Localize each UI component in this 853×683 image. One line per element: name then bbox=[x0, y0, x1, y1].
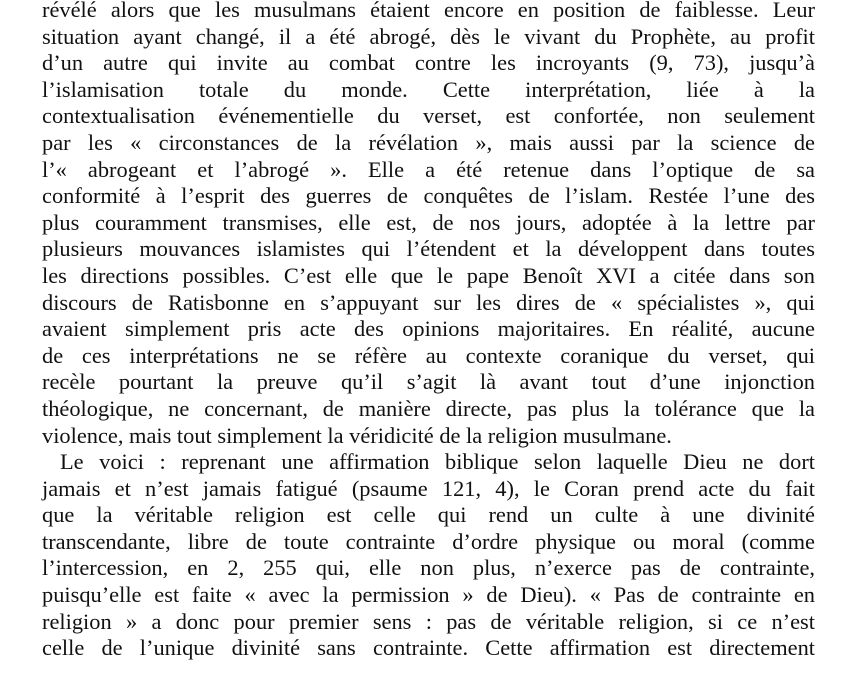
text-line: que la véritable religion est celle qui rend un culte à une divinité bbox=[42, 502, 815, 528]
text-line: conformité à l’esprit des guerres de conquêtes de l’islam. Restée l’une des bbox=[42, 183, 815, 209]
text-line: l’« abrogeant et l’abrogé ». Elle a été retenue dans l’optique de sa bbox=[42, 156, 815, 182]
paragraph bbox=[42, 0, 815, 449]
text-line: l’intercession, en 2, 255 qui, elle non plus, n’exerce pas de contrainte, bbox=[42, 555, 815, 581]
text-line: discours de Ratisbonne en s’appuyant sur les dires de « spécialistes », qui bbox=[42, 289, 815, 315]
text-line: Le voici : reprenant une affirmation biblique selon laquelle Dieu ne dort bbox=[60, 449, 815, 475]
text-line: celle de l’unique divinité sans contrainte. Cette affirmation est directement bbox=[42, 635, 815, 661]
text-line: plusieurs mouvances islamistes qui l’étendent et la développent dans toutes bbox=[42, 236, 815, 262]
text-line: théologique, ne concernant, de manière directe, pas plus la tolérance que la bbox=[42, 395, 815, 421]
text-line: violence, mais tout simplement la véridicité de la religion musulmane. bbox=[42, 422, 672, 448]
text-line: de ces interprétations ne se réfère au contexte coranique du verset, qui bbox=[42, 342, 815, 368]
text-line: transcendante, libre de toute contrainte d’ordre physique ou moral (comme bbox=[42, 528, 815, 554]
text-line: contextualisation événementielle du verset, est confortée, non seulement bbox=[42, 103, 815, 129]
text-line: révélé alors que les musulmans étaient encore en position de faiblesse. Leur bbox=[42, 0, 815, 22]
text-line: d’un autre qui invite au combat contre les incroyants (9, 73), jusqu’à bbox=[42, 50, 815, 76]
text-line: jamais et n’est jamais fatigué (psaume 121, 4), le Coran prend acte du fait bbox=[42, 475, 815, 501]
text-line: avaient simplement pris acte des opinions majoritaires. En réalité, aucune bbox=[42, 316, 815, 342]
text-line: par les « circonstances de la révélation », mais aussi par la science de bbox=[42, 129, 815, 155]
text-line: les directions possibles. C’est elle que le pape Benoît XVI a citée dans son bbox=[42, 262, 815, 288]
text-line: puisqu’elle est faite « avec la permission » de Dieu). « Pas de contrainte en bbox=[42, 582, 815, 608]
document-page bbox=[42, 0, 815, 662]
text-line: l’islamisation totale du monde. Cette interprétation, liée à la bbox=[42, 76, 815, 102]
text-line: recèle pourtant la preuve qu’il s’agit là avant tout d’une injonction bbox=[42, 369, 815, 395]
text-line: religion » a donc pour premier sens : pas de véritable religion, si ce n’est bbox=[42, 608, 815, 634]
paragraph bbox=[42, 449, 815, 662]
text-line: plus couramment transmises, elle est, de nos jours, adoptée à la lettre par bbox=[42, 209, 815, 235]
text-line: situation ayant changé, il a été abrogé, dès le vivant du Prophète, au profit bbox=[42, 23, 815, 49]
